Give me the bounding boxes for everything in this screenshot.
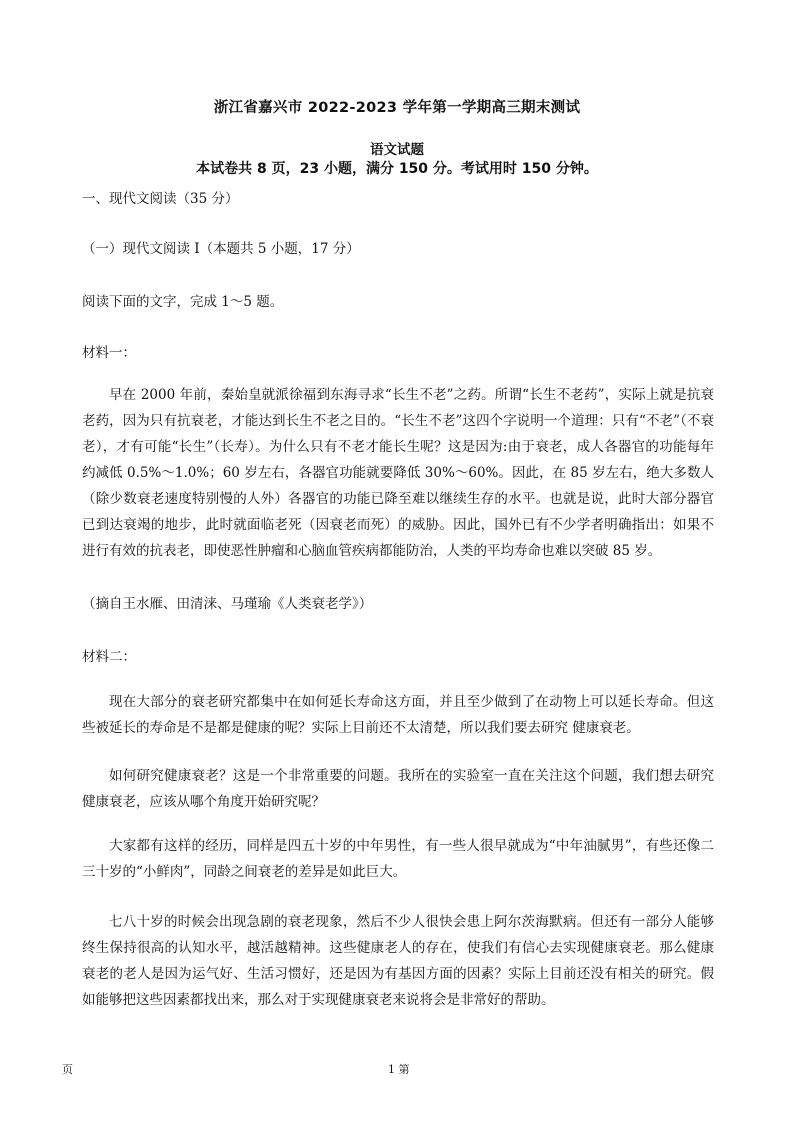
material-1-source: （摘自王水雁、田清涞、马瑾瑜《人类衰老学》） [82,596,373,612]
material-1-label: 材料一： [82,345,136,361]
material-2-paragraph: 七八十岁的时候会出现急剧的衰老现象，然后不少人很快会患上阿尔茨海默病。但还有一部分人能够终生保持很高的认知水平，越活越精神。这些健康老人的存在，使我们有信心去实现健康衰老。那么健康衰老的老人是因为运气好、生活习惯好，还是因为有基因方面的因素？实际上目前还没有相关的研究。假如能够把这些因素都找出来，那么对于实现健康衰老来说将会是非常好的帮助。 [82,914,714,1008]
document-subtitle: 语文试题 [370,142,424,158]
material-2-label: 材料二： [82,649,136,665]
section-subheading: （一）现代文阅读 I（本题共 5 小题，17 分） [82,241,360,257]
section-heading: 一、现代文阅读（35 分） [82,191,239,207]
document-title: 浙江省嘉兴市 2022-2023 学年第一学期高三期末测试 [213,100,581,116]
footer-page-label: 页 [62,1063,73,1076]
material-2-paragraph: 现在大部分的衰老研究都集中在如何延长寿命这方面，并且至少做到了在动物上可以延长寿命。但这些被延长的寿命是不是都是健康的呢？实际上目前还不太清楚，所以我们要去研究 健康衰老。 [82,694,714,736]
material-2-paragraph: 大家都有这样的经历，同样是四五十岁的中年男性，有一些人很早就成为“中年油腻男”，有些还像二三十岁的“小鲜肉”，同龄之间衰老的差异是如此巨大。 [82,838,714,880]
footer-page-number: 1 第 [388,1063,410,1076]
material-2-paragraph: 如何研究健康衰老？这是一个非常重要的问题。我所在的实验室一直在关注这个问题，我们想去研究健康衰老，应该从哪个角度开始研究呢？ [82,768,714,810]
material-1-paragraph: 早在 2000 年前，秦始皇就派徐福到东海寻求“长生不老”之药。所谓“长生不老药”，实际上就是抗衰老药，因为只有抗衰老，才能达到长生不老之目的。“长生不老”这四个字说明一个道理：只有“不老”（不衰老），才有可能“长生”（长寿）。为什么只有不老才能长生呢？这是因为:由于衰老，成人各器官的功能每年约减低 0.5%～1.0%；60 岁左右，各器官功能就要降低 30%～60%。因此，在 85 岁左右，绝大多数人（除少数衰老速度特别慢的人外）各器官的功能已降至难以继续生存的水平。也就是说，此时大部分器官已到达衰竭的地步，此时就面临老死（因衰老而死）的威胁。因此，国外已有不少学者明确指出：如果不进行有效的抗表老，即使恶性肿瘤和心脑血管疾病都能防治，人类的平均寿命也难以突破 85 岁。 [82,387,714,559]
exam-info: 本试卷共 8 页，23 小题，满分 150 分。考试用时 150 分钟。 [196,161,598,177]
reading-instruction: 阅读下面的文字，完成 1～5 题。 [82,294,284,310]
